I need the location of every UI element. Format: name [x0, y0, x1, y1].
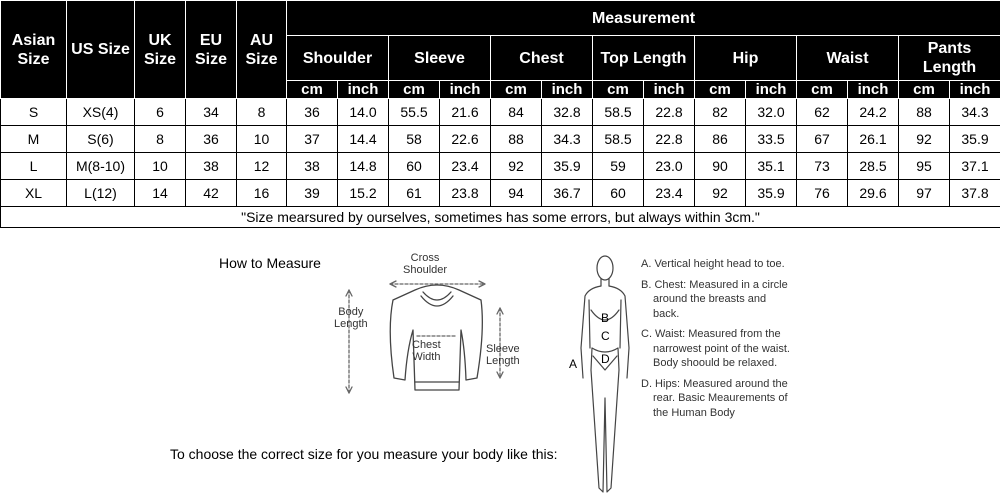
table-cell: 62	[797, 99, 848, 126]
table-cell: 39	[287, 180, 338, 207]
table-cell: 29.6	[848, 180, 899, 207]
table-cell: 23.4	[440, 153, 491, 180]
table-cell: 6	[135, 99, 186, 126]
header-asian-size: Asian Size	[1, 1, 67, 99]
unit-inch-header: inch	[848, 81, 899, 99]
table-cell: XL	[1, 180, 67, 207]
table-cell: 58.5	[593, 126, 644, 153]
table-cell: 92	[491, 153, 542, 180]
how-to-measure-title: How to Measure	[219, 255, 321, 271]
header-hip: Hip	[695, 36, 797, 81]
table-cell: 35.9	[746, 180, 797, 207]
unit-inch-header: inch	[440, 81, 491, 99]
table-cell: 84	[491, 99, 542, 126]
table-row	[1, 180, 1000, 207]
table-cell: 12	[237, 153, 287, 180]
table-row	[1, 99, 1000, 126]
table-cell: L(12)	[67, 180, 135, 207]
marker-a: A	[569, 357, 578, 371]
unit-inch-header: inch	[746, 81, 797, 99]
legend-item-d: D. Hips: Measured around the rear. Basic Meaurements of the Human Body	[641, 377, 788, 419]
unit-inch-header: inch	[338, 81, 389, 99]
unit-inch-header: inch	[950, 81, 1000, 99]
measurement-legend	[641, 257, 791, 426]
header-shoulder: Shoulder	[287, 36, 389, 81]
table-cell: 92	[695, 180, 746, 207]
table-cell: 94	[491, 180, 542, 207]
unit-inch-header: inch	[542, 81, 593, 99]
table-cell: 23.4	[644, 180, 695, 207]
header-pants-length: Pants Length	[899, 36, 1000, 81]
table-cell: 22.8	[644, 126, 695, 153]
table-cell: 92	[899, 126, 950, 153]
table-cell: 21.6	[440, 99, 491, 126]
table-row	[1, 126, 1000, 153]
legend-item-b: B. Chest: Measured in a circle around the breasts and back.	[641, 278, 788, 320]
table-cell: 37	[287, 126, 338, 153]
table-cell: 36	[186, 126, 237, 153]
table-cell: 86	[695, 126, 746, 153]
header-us-size: US Size	[67, 1, 135, 99]
header-uk-size: UK Size	[135, 1, 186, 99]
table-cell: 60	[593, 180, 644, 207]
table-cell: M	[1, 126, 67, 153]
table-cell: 76	[797, 180, 848, 207]
size-chart-table	[0, 0, 1000, 228]
table-cell: 14.0	[338, 99, 389, 126]
table-cell: XS(4)	[67, 99, 135, 126]
table-cell: 38	[186, 153, 237, 180]
table-cell: 58.5	[593, 99, 644, 126]
table-cell: 35.9	[950, 126, 1000, 153]
table-cell: 36	[287, 99, 338, 126]
table-cell: 23.8	[440, 180, 491, 207]
table-cell: 14	[135, 180, 186, 207]
body-figure-illustration	[575, 248, 635, 504]
table-cell: 8	[237, 99, 287, 126]
table-cell: S(6)	[67, 126, 135, 153]
unit-cm-header: cm	[491, 81, 542, 99]
table-cell: 38	[287, 153, 338, 180]
table-cell: 34	[186, 99, 237, 126]
label-chest-width: Chest Width	[412, 339, 441, 363]
table-cell: 24.2	[848, 99, 899, 126]
table-cell: 26.1	[848, 126, 899, 153]
table-cell: 36.7	[542, 180, 593, 207]
header-au-size: AU Size	[237, 1, 287, 99]
table-cell: 14.8	[338, 153, 389, 180]
table-cell: 16	[237, 180, 287, 207]
table-cell: 61	[389, 180, 440, 207]
table-cell: 88	[491, 126, 542, 153]
table-cell: 42	[186, 180, 237, 207]
table-cell: 14.4	[338, 126, 389, 153]
table-cell: 58	[389, 126, 440, 153]
header-sleeve: Sleeve	[389, 36, 491, 81]
unit-cm-header: cm	[899, 81, 950, 99]
table-cell: 23.0	[644, 153, 695, 180]
table-cell: 67	[797, 126, 848, 153]
header-waist: Waist	[797, 36, 899, 81]
header-measurement: Measurement	[287, 1, 1000, 36]
table-cell: 35.9	[542, 153, 593, 180]
table-cell: 32.8	[542, 99, 593, 126]
table-cell: 34.3	[950, 99, 1000, 126]
table-cell: 22.6	[440, 126, 491, 153]
label-body-length: Body Length	[334, 306, 368, 330]
table-cell: 90	[695, 153, 746, 180]
table-cell: M(8-10)	[67, 153, 135, 180]
unit-cm-header: cm	[593, 81, 644, 99]
table-cell: 32.0	[746, 99, 797, 126]
legend-item-a: A. Vertical height head to toe.	[641, 258, 785, 270]
label-sleeve-length: Sleeve Length	[486, 343, 520, 367]
header-eu-size: EU Size	[186, 1, 237, 99]
table-cell: 73	[797, 153, 848, 180]
header-top-length: Top Length	[593, 36, 695, 81]
table-cell: 15.2	[338, 180, 389, 207]
table-cell: 95	[899, 153, 950, 180]
label-cross-shoulder: Cross Shoulder	[403, 252, 448, 276]
marker-d: D	[601, 352, 610, 366]
table-cell: 55.5	[389, 99, 440, 126]
header-chest: Chest	[491, 36, 593, 81]
table-cell: 60	[389, 153, 440, 180]
table-row	[1, 153, 1000, 180]
table-cell: 22.8	[644, 99, 695, 126]
table-cell: 37.8	[950, 180, 1000, 207]
table-cell: 10	[135, 153, 186, 180]
table-cell: 33.5	[746, 126, 797, 153]
table-cell: S	[1, 99, 67, 126]
table-cell: L	[1, 153, 67, 180]
table-cell: 35.1	[746, 153, 797, 180]
table-cell: 88	[899, 99, 950, 126]
marker-b: B	[601, 311, 610, 325]
table-cell: 37.1	[950, 153, 1000, 180]
marker-c: C	[601, 329, 610, 343]
table-cell: 34.3	[542, 126, 593, 153]
unit-cm-header: cm	[287, 81, 338, 99]
table-cell: 8	[135, 126, 186, 153]
table-cell: 10	[237, 126, 287, 153]
table-cell: 97	[899, 180, 950, 207]
table-note: "Size mearsured by ourselves, sometimes has some errors, but always within 3cm."	[1, 207, 1000, 228]
table-cell: 59	[593, 153, 644, 180]
unit-inch-header: inch	[644, 81, 695, 99]
legend-item-c: C. Waist: Measured from the narrowest point of the waist. Body shoould be relaxed.	[641, 328, 790, 369]
instruction-text: To choose the correct size for you measure your body like this:	[170, 446, 558, 462]
unit-cm-header: cm	[695, 81, 746, 99]
unit-cm-header: cm	[797, 81, 848, 99]
table-cell: 28.5	[848, 153, 899, 180]
unit-cm-header: cm	[389, 81, 440, 99]
table-cell: 82	[695, 99, 746, 126]
